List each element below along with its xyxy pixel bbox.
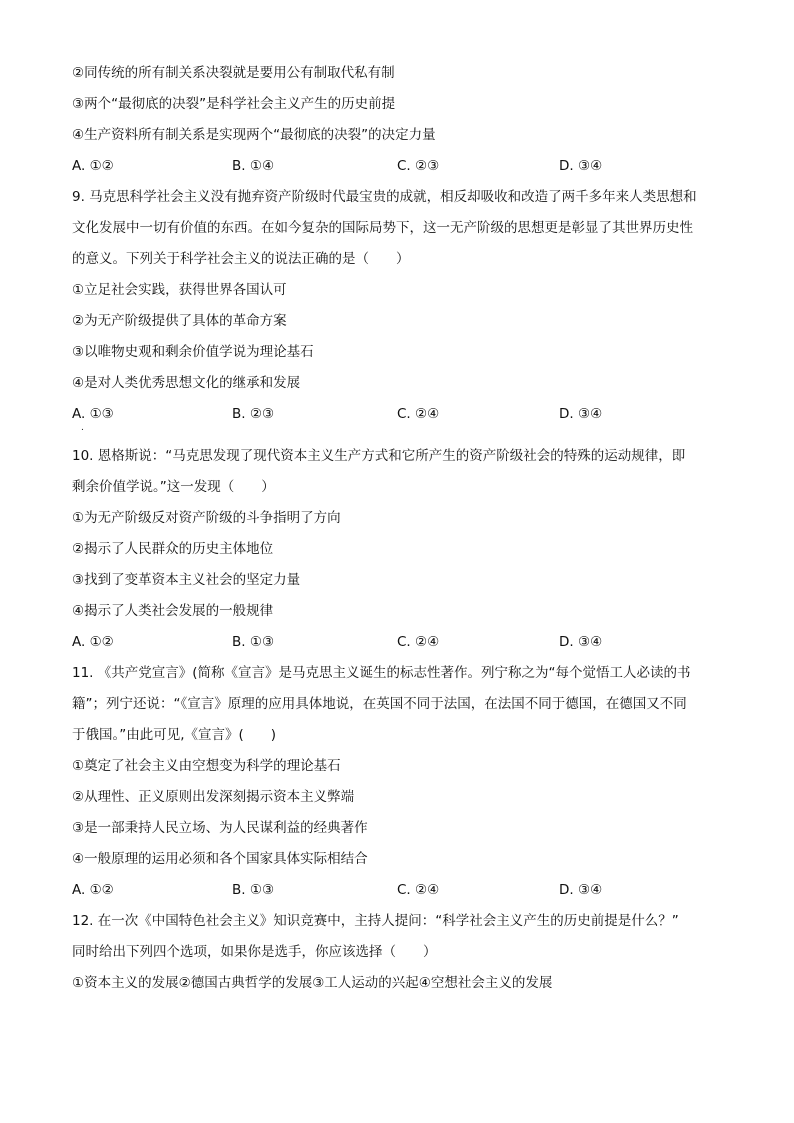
q9-statement-4: ④是对人类优秀思想文化的继承和发展 <box>72 375 301 391</box>
q11-stem-line-3: 于俄国。”由此可见,《宣言》( ) <box>72 727 277 743</box>
stray-dot: . <box>81 423 84 433</box>
q9-option-a: A. ①③ <box>72 406 114 422</box>
q11-statement-1: ①奠定了社会主义由空想变为科学的理论基石 <box>72 758 341 774</box>
q10-statement-1: ①为无产阶级反对资产阶级的斗争指明了方向 <box>72 510 341 526</box>
q9-stray-mark <box>72 424 724 432</box>
q9-stem-line-1: 9. 马克思科学社会主义没有抛弃资产阶级时代最宝贵的成就，相反却吸收和改造了两千多年来人类思想和 <box>72 189 697 205</box>
q10-option-d: D. ③④ <box>559 634 603 650</box>
q10-option-a: A. ①② <box>72 634 114 650</box>
q11-statement-4: ④一般原理的运用必须和各个国家具体实际相结合 <box>72 851 368 867</box>
question-8-tail <box>72 63 724 176</box>
q11-statement-2: ②从理性、正义原则出发深刻揭示资本主义弊端 <box>72 789 355 805</box>
q10-statement-2: ②揭示了人民群众的历史主体地位 <box>72 541 274 557</box>
q10-statement-4: ④揭示了人类社会发展的一般规律 <box>72 603 274 619</box>
q9-option-c: C. ②④ <box>397 406 440 422</box>
question-10 <box>72 446 724 652</box>
q9-option-b: B. ②③ <box>232 406 275 422</box>
q8-statement-2: ②同传统的所有制关系决裂就是要用公有制取代私有制 <box>72 65 395 81</box>
q11-stem-line-1: 11. 《共产党宣言》(简称《宣言》是马克思主义诞生的标志性著作。列宁称之为“每个觉悟工人必读的书 <box>72 665 691 681</box>
q8-option-c: C. ②③ <box>397 158 440 174</box>
q9-statement-1: ①立足社会实践，获得世界各国认可 <box>72 282 287 298</box>
q9-statement-2: ②为无产阶级提供了具体的革命方案 <box>72 313 287 329</box>
q8-statement-3: ③两个“最彻底的决裂”是科学社会主义产生的历史前提 <box>72 96 396 112</box>
q8-option-a: A. ①② <box>72 158 114 174</box>
q10-option-b: B. ①③ <box>232 634 275 650</box>
q9-stem-line-2: 文化发展中一切有价值的东西。在如今复杂的国际局势下，这一无产阶级的思想更是彰显了其世界历史性 <box>72 220 693 236</box>
q12-stem-line-2: 同时给出下列四个选项，如果你是选手，你应该选择（ ） <box>72 944 437 960</box>
q10-stem-line-1: 10. 恩格斯说：“马克思发现了现代资本主义生产方式和它所产生的资产阶级社会的特殊的运动规律，即 <box>72 448 686 464</box>
q8-options <box>72 156 724 176</box>
q10-stem-line-2: 剩余价值学说。”这一发现（ ） <box>72 479 275 495</box>
q12-statements: ①资本主义的发展②德国古典哲学的发展③工人运动的兴起④空想社会主义的发展 <box>72 975 553 991</box>
q9-option-d: D. ③④ <box>559 406 603 422</box>
question-9 <box>72 187 724 432</box>
q9-stem-line-3: 的意义。下列关于科学社会主义的说法正确的是（ ） <box>72 251 410 267</box>
q11-option-b: B. ①③ <box>232 882 275 898</box>
q11-statement-3: ③是一部秉持人民立场、为人民谋利益的经典著作 <box>72 820 368 836</box>
q11-stem-line-2: 籍”；列宁还说：“《宣言》原理的应用具体地说，在英国不同于法国，在法国不同于德国，在德国又不同 <box>72 696 687 712</box>
q9-statement-3: ③以唯物史观和剩余价值学说为理论基石 <box>72 344 314 360</box>
q11-option-c: C. ②④ <box>397 882 440 898</box>
q11-options <box>72 880 724 900</box>
q10-option-c: C. ②④ <box>397 634 440 650</box>
q10-statement-3: ③找到了变革资本主义社会的坚定力量 <box>72 572 301 588</box>
q10-options <box>72 632 724 652</box>
q9-options <box>72 404 724 424</box>
question-12 <box>72 911 724 993</box>
q8-option-d: D. ③④ <box>559 158 603 174</box>
q8-statement-4: ④生产资料所有制关系是实现两个“最彻底的决裂”的决定力量 <box>72 127 436 143</box>
q11-option-d: D. ③④ <box>559 882 603 898</box>
q8-option-b: B. ①④ <box>232 158 275 174</box>
q11-option-a: A. ①② <box>72 882 114 898</box>
question-11 <box>72 663 724 900</box>
q12-stem-line-1: 12. 在一次《中国特色社会主义》知识竞赛中，主持人提问：“科学社会主义产生的历史前提是什么？” <box>72 913 679 929</box>
